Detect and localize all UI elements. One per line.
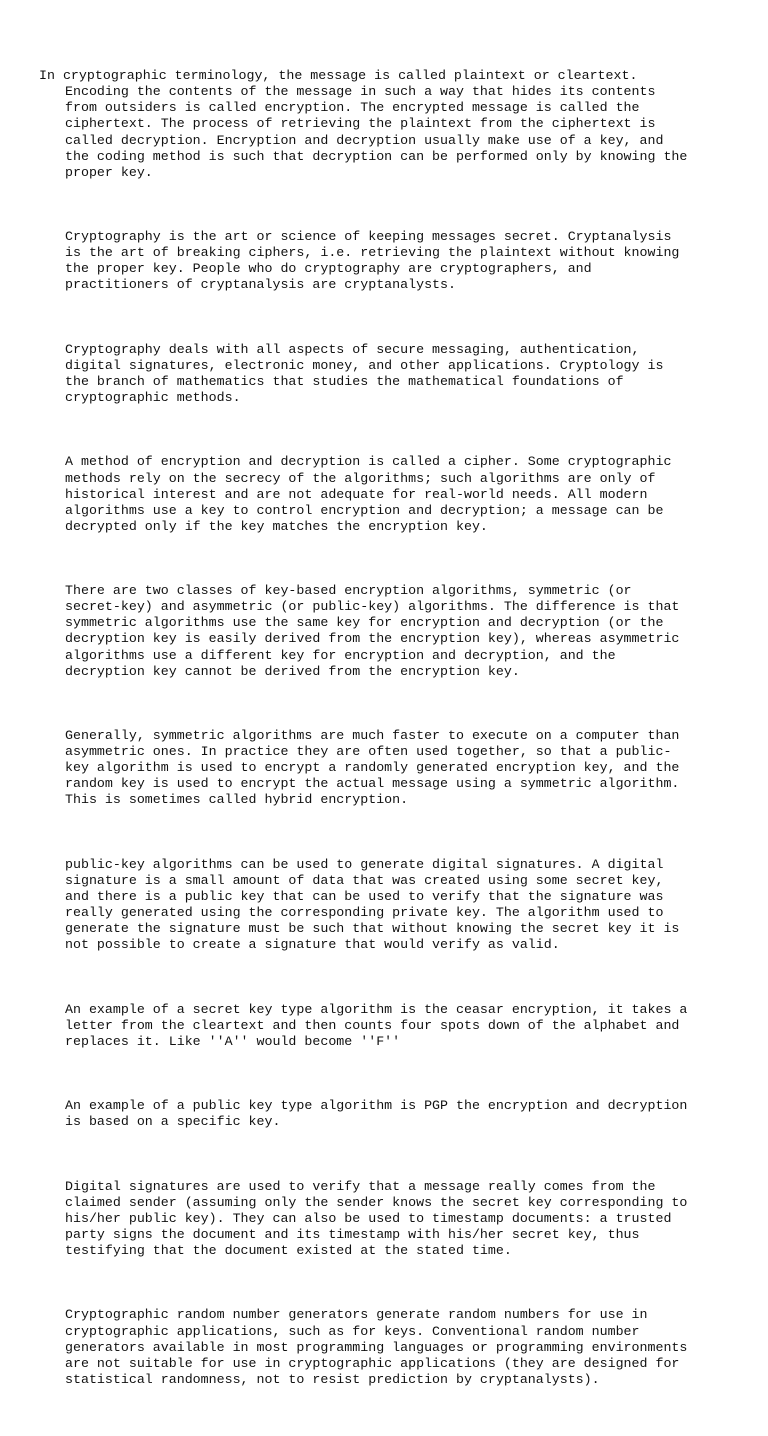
text-line: letter from the cleartext and then counts four spots down of the alphabet and [65,1017,680,1033]
text-line: generate the signature must be such that without knowing the secret key it is [65,921,680,937]
text-line: claimed sender (assuming only the sender knows the secret key corresponding to [65,1194,688,1210]
text-line: digital signatures, electronic money, and other applications. Cryptology is [65,357,664,373]
text-line: asymmetric ones. In practice they are often used together, so that a public- [65,744,672,760]
text-line: his/her public key). They can also be used to timestamp documents: a trusted [65,1210,672,1226]
text-line: cryptographic methods. [65,390,241,406]
text-line: signature is a small amount of data that was created using some secret key, [65,872,664,888]
text-line: key algorithm is used to encrypt a randomly generated encryption key, and the [65,760,680,776]
text-line: algorithms use a different key for encryption and decryption, and the [65,647,616,663]
text-line: from outsiders is called encryption. The encrypted message is called the [65,100,640,116]
text-line: the proper key. People who do cryptography are cryptographers, and [65,261,592,277]
text-line: Cryptographic random number generators generate random numbers for use in [65,1307,648,1323]
text-line: secret-key) and asymmetric (or public-key) algorithms. The difference is that [65,599,680,615]
text-line: not possible to create a signature that would verify as valid. [65,937,560,953]
paragraph-cryptology-scope [39,342,687,406]
text-line: An example of a public key type algorithm is PGP the encryption and decryption [65,1098,688,1114]
text-line: and there is a public key that can be used to verify that the signature was [65,888,664,904]
text-line: replaces it. Like ''A'' would become ''F'' [65,1033,401,1049]
paragraph-random-number-generators [39,1307,687,1387]
paragraph-signature-uses [39,1179,687,1259]
paragraph-key-classes [39,583,687,680]
text-line: public-key algorithms can be used to generate digital signatures. A digital [65,856,664,872]
document-body [39,36,687,1436]
text-line: the coding method is such that decryption can be performed only by knowing the [65,148,688,164]
text-line: Cryptography is the art or science of keeping messages secret. Cryptanalysis [65,229,672,245]
text-line: decrypted only if the key matches the encryption key. [65,518,488,534]
text-line: party signs the document and its timestamp with his/her secret key, thus [65,1226,640,1242]
text-line: is the art of breaking ciphers, i.e. retrieving the plaintext without knowing [65,245,680,261]
text-line: There are two classes of key-based encryption algorithms, symmetric (or [65,583,632,599]
text-line: historical interest and are not adequate for real-world needs. All modern [65,486,648,502]
text-line: Digital signatures are used to verify that a message really comes from the [65,1178,656,1194]
text-line: is based on a specific key. [65,1114,281,1130]
paragraph-cipher-definition [39,454,687,534]
text-line: ciphertext. The process of retrieving the plaintext from the ciphertext is [65,116,656,132]
text-line: cryptographic applications, such as for keys. Conventional random number [65,1323,640,1339]
text-line: methods rely on the secrecy of the algorithms; such algorithms are only of [65,470,656,486]
paragraph-hybrid-encryption [39,728,687,808]
text-line: random key is used to encrypt the actual message using a symmetric algorithm. [65,776,680,792]
paragraph-secret-key-example [39,1002,687,1050]
text-line: generators available in most programming languages or programming environments [65,1339,688,1355]
text-line: testifying that the document existed at the stated time. [65,1243,512,1259]
text-line: really generated using the corresponding private key. The algorithm used to [65,905,664,921]
text-line: This is sometimes called hybrid encryption. [65,792,409,808]
text-line: A method of encryption and decryption is called a cipher. Some cryptographic [65,454,672,470]
text-line: are not suitable for use in cryptographic applications (they are designed for [65,1355,680,1371]
text-line: symmetric algorithms use the same key for encryption and decryption (or the [65,615,664,631]
paragraph-public-key-example [39,1098,687,1130]
text-line: Encoding the contents of the message in such a way that hides its contents [65,84,656,100]
text-line: Generally, symmetric algorithms are much faster to execute on a computer than [65,728,680,744]
text-line: algorithms use a key to control encryption and decryption; a message can be [65,502,664,518]
text-line: decryption key is easily derived from the encryption key), whereas asymmetric [65,631,680,647]
paragraph-plaintext-definition [39,68,687,181]
text-line: called decryption. Encryption and decryption usually make use of a key, and [65,132,664,148]
paragraph-cryptography-definition [39,229,687,293]
text-line: In cryptographic terminology, the message is called plaintext or cleartext. [39,68,638,84]
text-line: proper key. [65,164,153,180]
text-line: statistical randomness, not to resist prediction by cryptanalysts). [65,1371,600,1387]
text-line: the branch of mathematics that studies the mathematical foundations of [65,373,624,389]
text-line: decryption key cannot be derived from the encryption key. [65,663,520,679]
text-line: practitioners of cryptanalysis are cryptanalysts. [65,277,456,293]
text-line: Cryptography deals with all aspects of secure messaging, authentication, [65,341,640,357]
paragraph-digital-signatures [39,857,687,954]
text-line: An example of a secret key type algorithm is the ceasar encryption, it takes a [65,1001,688,1017]
